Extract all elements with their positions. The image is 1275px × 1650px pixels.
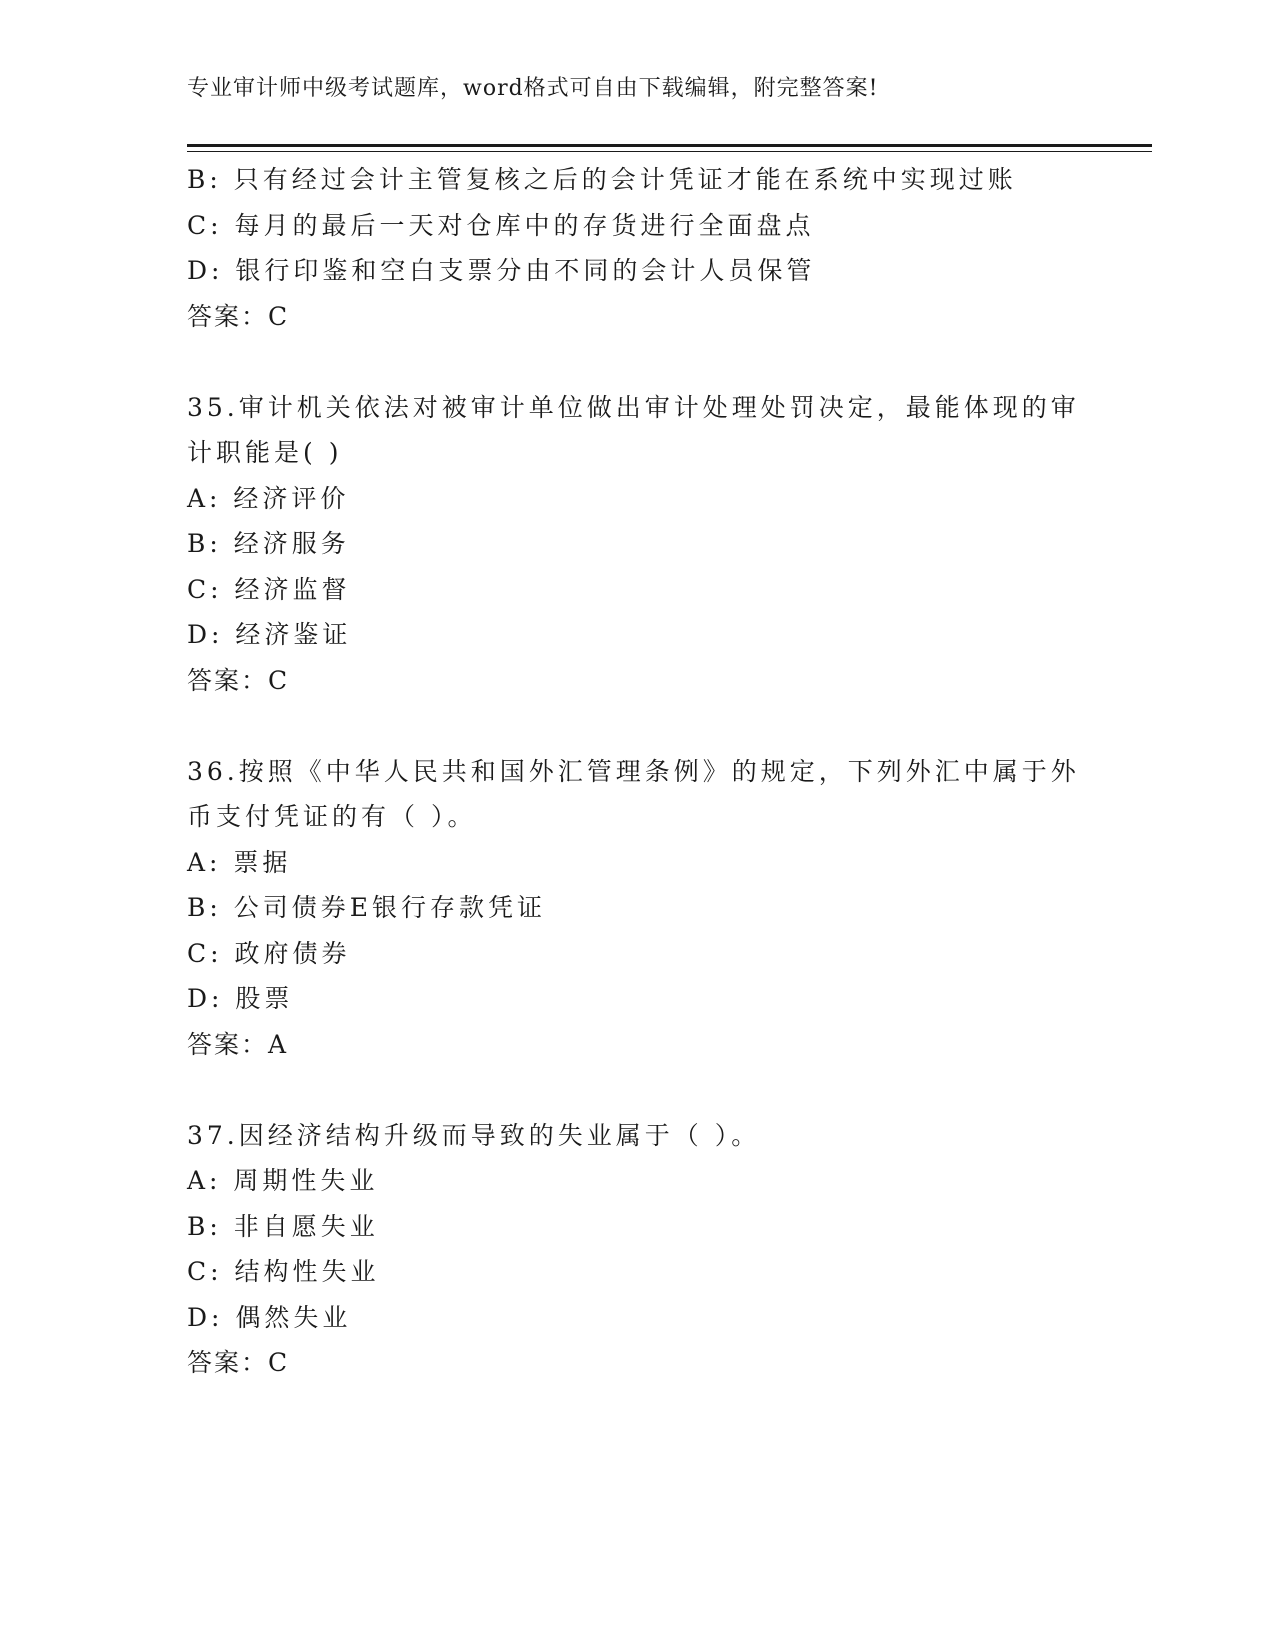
- answer-line: 答案：C: [187, 301, 290, 331]
- option-line: D: 股票: [187, 984, 294, 1013]
- option-line: C: 经济监督: [187, 574, 351, 604]
- question-stem: 计职能是( ): [187, 438, 343, 467]
- question-stem: 币支付凭证的有（ ）。: [187, 802, 477, 831]
- option-line: B: 只有经过会计主管复核之后的会计凭证才能在系统中实现过账: [187, 165, 1017, 194]
- option-line: B: 公司债券E银行存款凭证: [187, 893, 546, 922]
- page-header: 专业审计师中级考试题库，word格式可自由下载编辑，附完整答案!: [187, 76, 879, 101]
- option-line: C: 政府债券: [187, 938, 351, 968]
- answer-line: 答案：A: [187, 1029, 289, 1059]
- option-line: D: 银行印鉴和空白支票分由不同的会计人员保管: [187, 256, 816, 285]
- question-stem: 37.因经济结构升级而导致的失业属于（ ）。: [187, 1120, 761, 1150]
- option-line: B: 经济服务: [187, 529, 350, 558]
- option-line: D: 经济鉴证: [187, 620, 352, 649]
- header-rule-thick: [187, 144, 1152, 147]
- question-content: [187, 157, 1087, 1386]
- option-line: A: 周期性失业: [187, 1166, 379, 1195]
- header-rule-thin: [187, 151, 1152, 152]
- option-line: A: 经济评价: [187, 483, 350, 513]
- answer-line: 答案：C: [187, 1348, 290, 1377]
- option-line: C: 结构性失业: [187, 1257, 380, 1286]
- option-line: B: 非自愿失业: [187, 1211, 379, 1241]
- question-stem: 35.审计机关依法对被审计单位做出审计处理处罚决定，最能体现的审: [187, 392, 1080, 422]
- option-line: D: 偶然失业: [187, 1302, 352, 1332]
- option-line: A: 票据: [187, 847, 292, 877]
- option-line: C: 每月的最后一天对仓库中的存货进行全面盘点: [187, 210, 815, 240]
- answer-line: 答案：C: [187, 665, 290, 695]
- question-stem: 36.按照《中华人民共和国外汇管理条例》的规定，下列外汇中属于外: [187, 756, 1080, 786]
